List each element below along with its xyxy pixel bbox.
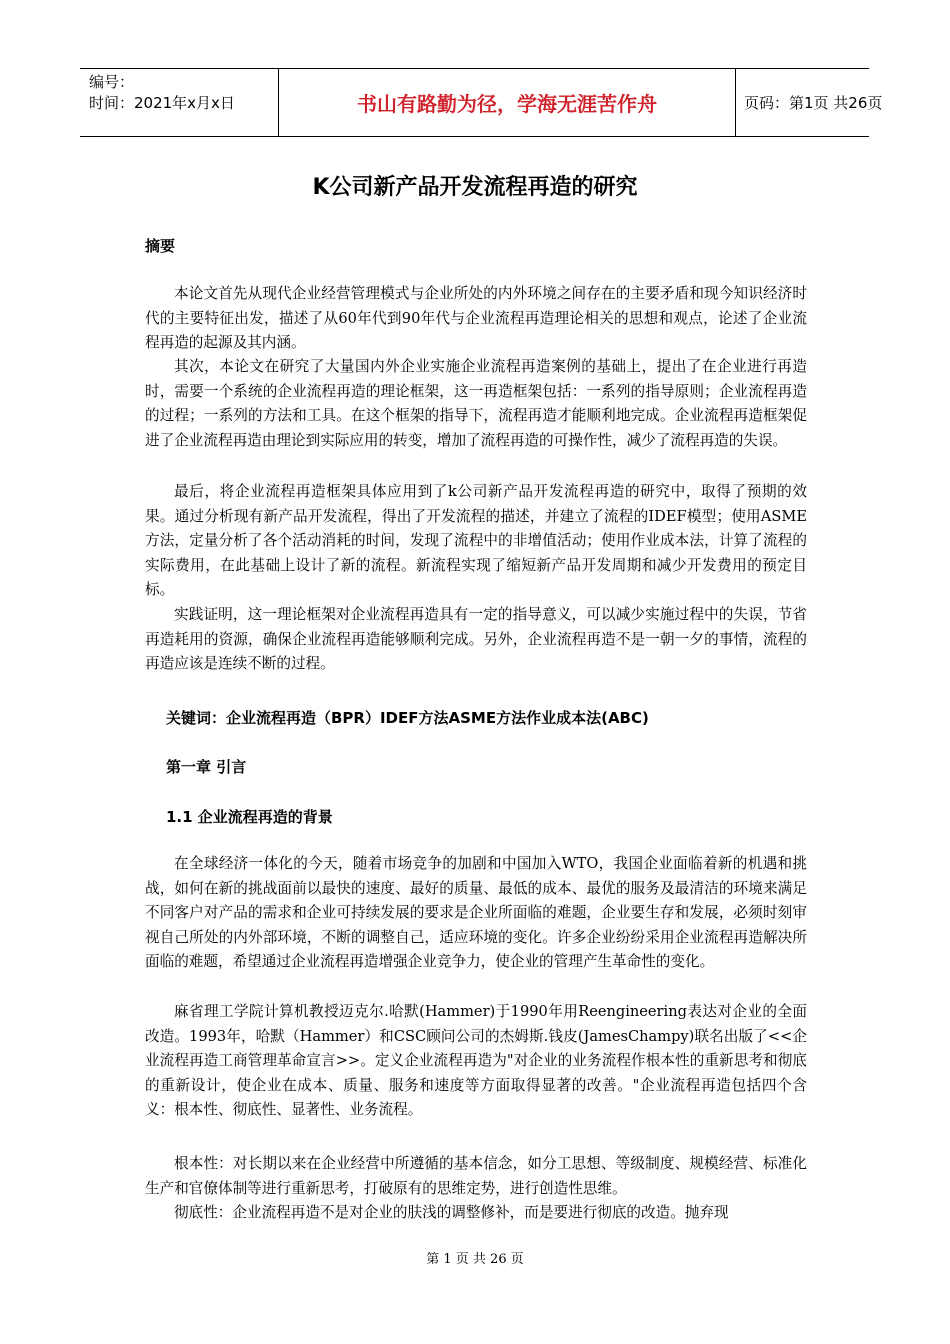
abstract-paragraph-3: 最后，将企业流程再造框架具体应用到了k公司新产品开发流程再造的研究中，取得了预期的效果。通过分析现有新产品开发流程，得出了开发流程的描述，并建立了流程的IDEF模型；使用ASME方法，定量分析了各个活动消耗的时间，发现了流程中的非增值活动；使用作业成本法，计算了流程的实际费用，在此基础上设计了新的流程。新流程实现了缩短新产品开发周期和减少开发费用的预定目标。	[145, 483, 807, 598]
body-paragraph-4: 彻底性：企业流程再造不是对企业的肤浅的调整修补，而是要进行彻底的改造。抛弃现	[174, 1204, 729, 1221]
body-paragraph-3: 根本性：对长期以来在企业经营中所遵循的基本信念，如分工思想、等级制度、规模经营、标准化生产和官僚体制等进行重新思考，打破原有的思维定势，进行创造性思维。	[145, 1155, 807, 1197]
body-paragraph-1: 在全球经济一体化的今天，随着市场竞争的加剧和中国加入WTO，我国企业面临着新的机遇和挑战，如何在新的挑战面前以最快的速度、最好的质量、最低的成本、最优的服务及最清洁的环境来满足不同客户对产品的需求和企业可持续发展的要求是企业所面临的难题，企业要生存和发展，必须时刻审视自己所处的内外部环境，不断的调整自己，适应环境的变化。许多企业纷纷采用企业流程再造解决所面临的难题，希望通过企业流程再造增强企业竞争力，使企业的管理产生革命性的变化。	[145, 855, 807, 970]
header-info-cell	[80, 69, 278, 136]
header-page-label: 页码：第1页 共26页	[744, 94, 883, 112]
abstract-paragraph-2: 其次，本论文在研究了大量国内外企业实施企业流程再造案例的基础上，提出了在企业进行再造时，需要一个系统的企业流程再造的理论框架，这一再造框架包括：一系列的指导原则；企业流程再造的过程；一系列的方法和工具。在这个框架的指导下，流程再造才能顺利地完成。企业流程再造框架促进了企业流程再造由理论到实际应用的转变，增加了流程再造的可操作性，减少了流程再造的失误。	[145, 358, 807, 449]
body-paragraph-2: 麻省理工学院计算机教授迈克尔.哈默(Hammer)于1990年用Reengineering表达对企业的全面改造。1993年，哈默（Hammer）和CSC顾问公司的杰姆斯.钱皮(JamesChampy)联名出版了<<企业流程再造工商管理革命宣言>>。定义企业流程再造为"对企业的业务流程作根本性的重新思考和彻底的重新设计，使企业在成本、质量、服务和速度等方面取得显著的改善。"企业流程再造包括四个含义：根本性、彻底性、显著性、业务流程。	[145, 1003, 807, 1118]
document-title: K公司新产品开发流程再造的研究	[312, 175, 638, 200]
page-footer: 第 1 页 共 26 页	[426, 1252, 524, 1267]
chapter-heading: 第一章 引言	[166, 758, 247, 776]
keywords-line: 关键词：企业流程再造（BPR）IDEF方法ASME方法作业成本法(ABC)	[166, 709, 649, 727]
date-label: 时间：2021年x月x日	[89, 94, 235, 112]
number-label: 编号：	[89, 73, 135, 91]
header-motto: 书山有路勤为径，学海无涯苦作舟	[278, 69, 736, 136]
section-heading: 1.1 企业流程再造的背景	[166, 808, 333, 826]
abstract-paragraph-1: 本论文首先从现代企业经营管理模式与企业所处的内外环境之间存在的主要矛盾和现今知识经济时代的主要特征出发，描述了从60年代到90年代与企业流程再造理论相关的思想和观点，论述了企业流程再造的起源及其内涵。	[145, 285, 807, 351]
abstract-paragraph-4: 实践证明，这一理论框架对企业流程再造具有一定的指导意义，可以减少实施过程中的失误，节省再造耗用的资源，确保企业流程再造能够顺利完成。另外，企业流程再造不是一朝一夕的事情，流程的再造应该是连续不断的过程。	[145, 606, 807, 672]
abstract-heading: 摘要	[145, 237, 176, 255]
page-header	[80, 68, 883, 137]
